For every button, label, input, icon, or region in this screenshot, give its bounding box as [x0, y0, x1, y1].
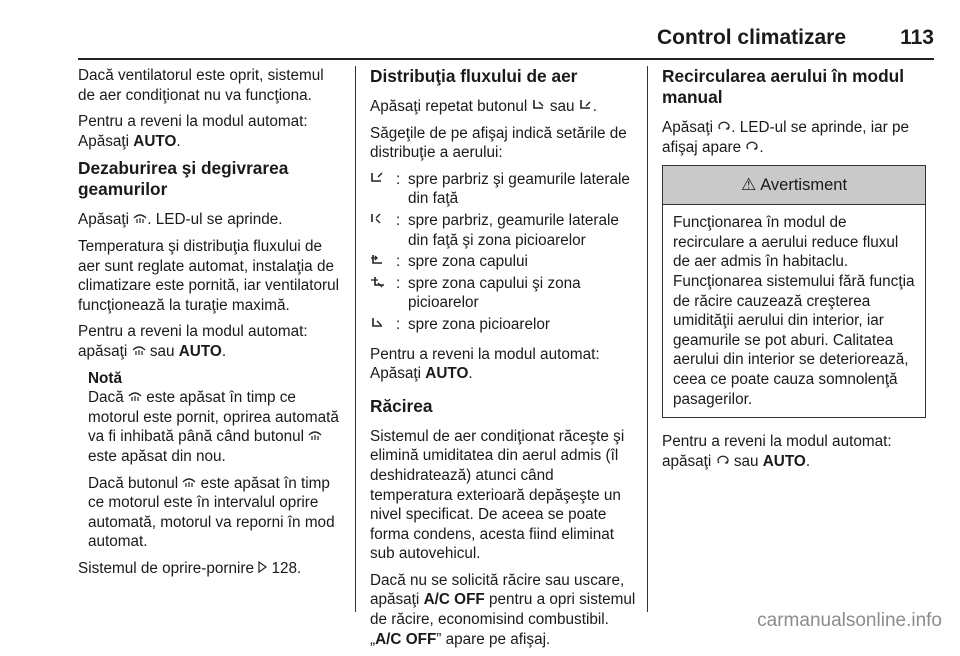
paragraph: Pentru a reveni la modul automat: apăsaţi sau AUTO. [662, 433, 892, 470]
note-paragraph: Dacă butonul este apăsat în timp ce motorul este în intervalul oprire automată, motorul va reporni în mod automat. [88, 474, 335, 551]
head-air-icon [370, 252, 396, 272]
page-header [0, 26, 934, 60]
ac-off-button-label: A/C OFF [423, 591, 485, 609]
paragraph: Apăsaţi . LED-ul se aprinde. [78, 211, 283, 229]
paragraph: Pentru a reveni la modul automat: apăsaţi sau AUTO. [78, 323, 308, 360]
paragraph: Apăsaţi . LED-ul se aprinde, iar pe afişaj apare . [662, 119, 909, 156]
air-distribution-list [370, 170, 636, 335]
recirculation-icon [745, 138, 759, 158]
section-heading: Dezaburirea şi degivrarea geamurilor [78, 158, 289, 200]
column-right [662, 66, 926, 478]
defrost-icon [308, 427, 322, 447]
feet-air-icon [579, 97, 593, 117]
ac-off-display-label: A/C OFF [375, 630, 437, 648]
page-title: Control climatizare [656, 26, 846, 49]
page-reference-icon [258, 559, 267, 579]
header-rule [78, 58, 934, 60]
paragraph: Pentru a reveni la modul automat: Apăsaţi AUTO. [370, 345, 600, 383]
warning-icon: ⚠ [740, 175, 757, 195]
list-item: : spre zona capului şi zona picioarelor [370, 274, 636, 313]
windscreen-feet-air-icon [370, 211, 396, 250]
column-middle [370, 66, 636, 656]
defrost-icon [132, 342, 146, 362]
paragraph: Dacă ventilatorul este oprit, sistemul de aer condiţionat nu va funcţiona. [78, 67, 324, 104]
paragraph: Pentru a reveni la modul automat: Apăsaţi AUTO. [78, 113, 308, 150]
list-item: : spre parbriz şi geamurile laterale din faţă [370, 170, 636, 209]
paragraph: Sistemul de aer condiţionat răceşte şi elimină umiditatea din aerul admis (îl deshidratează) atunci când temperatura exterioară depăşeşte un nivel specificat. De aceea se poate forma condens, acesta fiind eliminat sub autovehicul. [370, 427, 625, 563]
paragraph: Temperatura şi distribuţia fluxului de aer sunt reglate automat, instalaţia de climatizare este pornită, iar ventilatorul funcţionează la turaţie maximă. [78, 237, 340, 314]
watermark: carmanualsonline.info [757, 610, 942, 631]
windscreen-air-icon [370, 170, 396, 209]
paragraph: Apăsaţi repetat butonul sau . [370, 98, 598, 115]
note-block [88, 369, 342, 552]
defrost-icon [128, 388, 142, 408]
column-left [78, 66, 342, 585]
list-item: : spre zona picioarelor [370, 315, 636, 335]
recirculation-icon [717, 118, 731, 138]
list-item: : spre parbriz, geamurile laterale din faţă şi zona picioarelor [370, 211, 636, 250]
feet-air-icon [532, 97, 546, 117]
column-divider [647, 66, 648, 612]
recirculation-icon [716, 452, 730, 472]
auto-button-label: AUTO [133, 132, 177, 150]
warning-title: Avertisment [760, 176, 848, 195]
warning-body: Funcţionarea în modul de recirculare a aerului reduce fluxul de aer admis în habitaclu. Funcţionarea sistemului fără funcţia de răcire cauzează creşterea umidităţii aerului din interior, iar geamurile se pot aburi. Calitatea aerului din interior se deteriorează, ceea ce poate cauza somnolenţă pasagerilor. [673, 214, 915, 408]
page-reference-link[interactable]: 128. [271, 559, 302, 577]
paragraph: Săgeţile de pe afişaj indică setările de distribuţie a aerului: [370, 124, 627, 162]
warning-box [662, 165, 926, 418]
auto-button-label: AUTO [178, 342, 222, 360]
section-heading: Distribuţia fluxului de aer [370, 66, 578, 86]
paragraph: Dacă nu se solicită răcire sau uscare, apăsaţi A/C OFF pentru a opri sistemul de răcire, economisind combustibil. „A/C OFF” apare pe afişaj. [370, 571, 636, 648]
head-feet-air-icon [370, 274, 396, 313]
defrost-icon [182, 474, 196, 494]
warning-header [663, 166, 925, 205]
paragraph: Sistemul de oprire-pornire 128. [78, 559, 302, 577]
page-number: 113 [900, 26, 934, 49]
defrost-icon [133, 210, 147, 230]
feet-air-icon [370, 315, 396, 335]
section-heading: Recircularea aerului în modul manual [662, 66, 905, 107]
auto-button-label: AUTO [425, 365, 469, 383]
column-divider [355, 66, 356, 612]
note-title: Notă [88, 369, 122, 387]
list-item: : spre zona capului [370, 252, 636, 272]
auto-button-label: AUTO [762, 452, 806, 470]
note-paragraph: Dacă este apăsat în timp ce motorul este pornit, oprirea automată va fi inhibată până când butonul este apăsat din nou. [88, 389, 339, 465]
section-heading: Răcirea [370, 395, 433, 416]
